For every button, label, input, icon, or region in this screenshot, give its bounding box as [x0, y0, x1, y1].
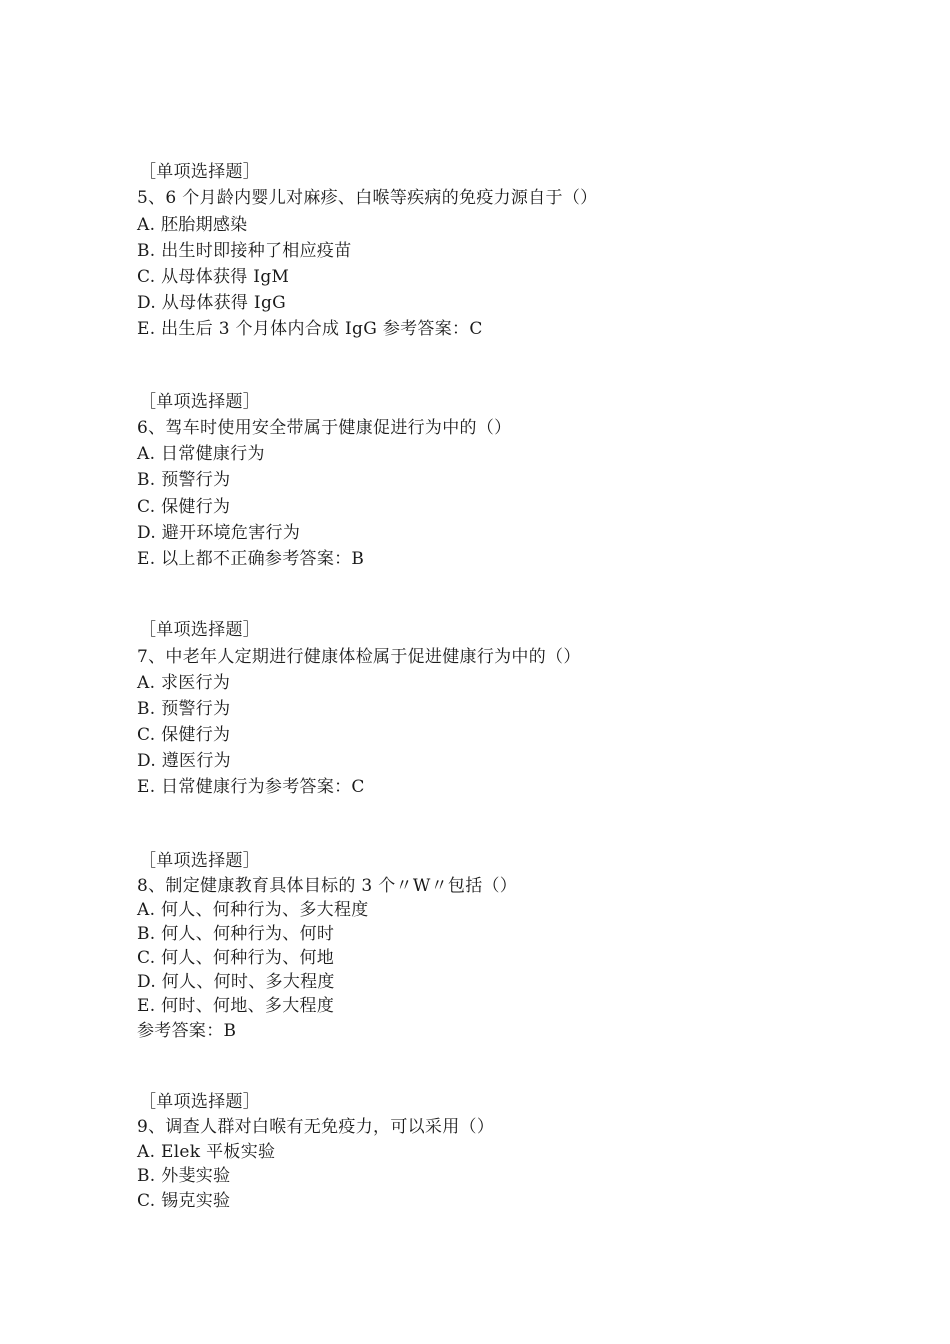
question-type-label: ［单项选择题］	[139, 162, 261, 182]
question-type-label: ［单项选择题］	[139, 392, 261, 412]
option-d: D. 从母体获得 IgG	[137, 293, 287, 313]
question-stem: 8、制定健康教育具体目标的 3 个〃W〃包括（）	[137, 876, 518, 896]
question-stem: 5、6 个月龄内婴儿对麻疹、白喉等疾病的免疫力源自于（）	[137, 188, 598, 208]
question-type-label: ［单项选择题］	[139, 1092, 261, 1112]
option-b: B. 外斐实验	[137, 1166, 231, 1186]
question-stem: 6、驾车时使用安全带属于健康促进行为中的（）	[137, 418, 512, 438]
option-c: C. 保健行为	[137, 725, 231, 745]
option-b: B. 出生时即接种了相应疫苗	[137, 241, 352, 261]
option-d: D. 避开环境危害行为	[137, 523, 301, 543]
option-d: D. 何人、何时、多大程度	[137, 972, 335, 992]
option-e-with-answer: E. 出生后 3 个月体内合成 IgG 参考答案：C	[137, 319, 483, 339]
question-type-label: ［单项选择题］	[139, 620, 261, 640]
option-a: A. 胚胎期感染	[137, 215, 248, 235]
option-c: C. 保健行为	[137, 497, 231, 517]
option-c: C. 从母体获得 IgM	[137, 267, 290, 287]
option-b: B. 预警行为	[137, 470, 231, 490]
option-a: A. 日常健康行为	[137, 444, 265, 464]
option-b: B. 何人、何种行为、何时	[137, 924, 335, 944]
option-e-with-answer: E. 以上都不正确参考答案：B	[137, 549, 365, 569]
question-type-label: ［单项选择题］	[139, 851, 261, 871]
option-e: E. 何时、何地、多大程度	[137, 996, 335, 1016]
question-stem: 7、中老年人定期进行健康体检属于促进健康行为中的（）	[137, 647, 581, 667]
option-c: C. 何人、何种行为、何地	[137, 948, 335, 968]
answer-line: 参考答案：B	[137, 1021, 237, 1041]
option-d: D. 遵医行为	[137, 751, 231, 771]
option-a: A. 求医行为	[137, 673, 231, 693]
option-a: A. Elek 平板实验	[137, 1142, 276, 1162]
option-b: B. 预警行为	[137, 699, 231, 719]
option-a: A. 何人、何种行为、多大程度	[137, 900, 369, 920]
question-stem: 9、调查人群对白喉有无免疫力，可以采用（）	[137, 1117, 495, 1137]
option-c: C. 锡克实验	[137, 1191, 231, 1211]
option-e-with-answer: E. 日常健康行为参考答案：C	[137, 777, 365, 797]
